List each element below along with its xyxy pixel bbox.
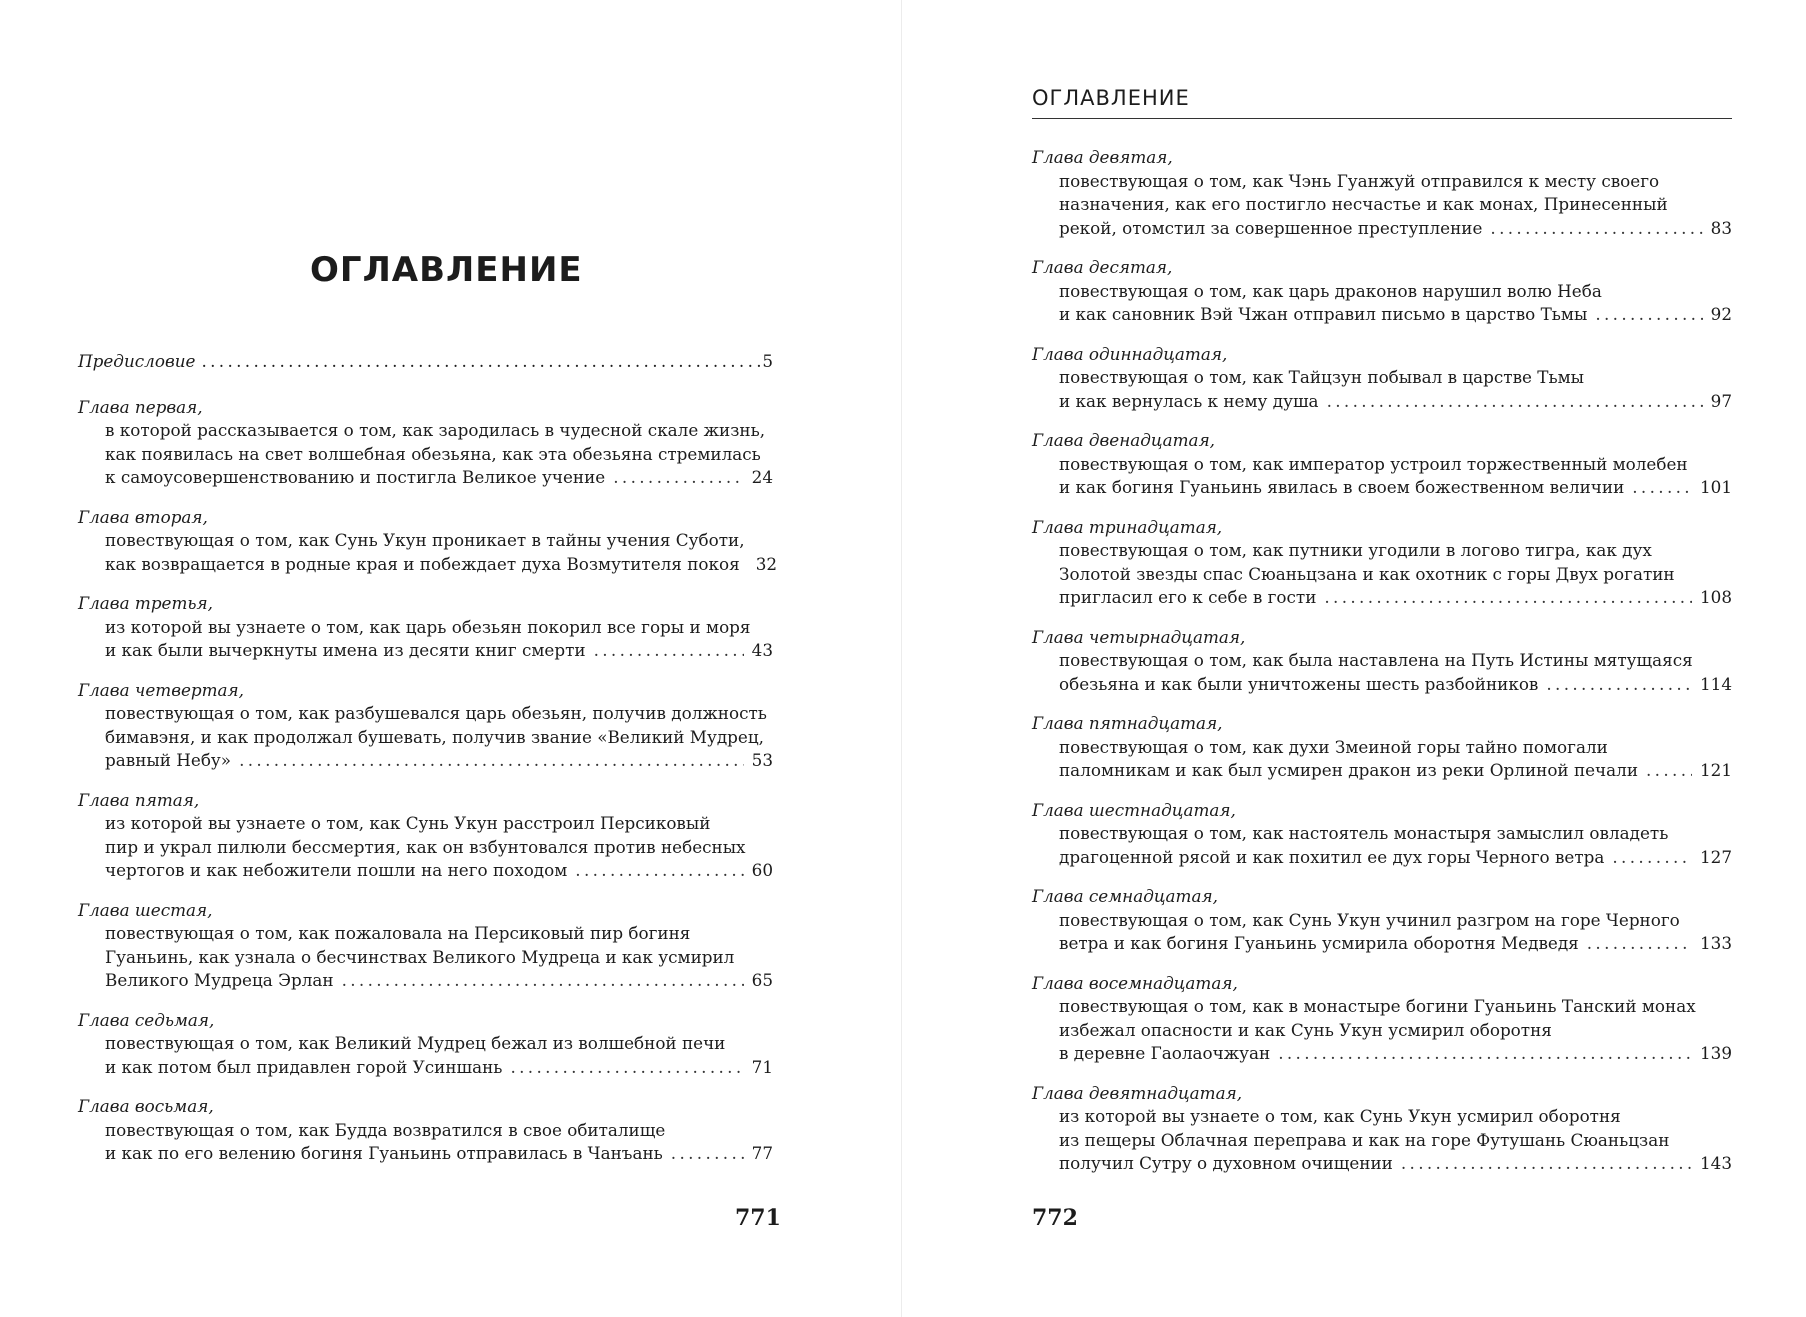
- chapter-last-line: [1032, 476, 1732, 500]
- page-number: 53: [751, 750, 773, 770]
- chapter-label: Глава первая,: [78, 396, 203, 417]
- dot-leader: [594, 639, 744, 663]
- page-number: 60: [751, 860, 773, 880]
- page-number: 77: [751, 1143, 773, 1163]
- folio: 771: [735, 1205, 781, 1231]
- left-page: [0, 0, 902, 1317]
- chapter-label: Глава третья,: [78, 593, 213, 613]
- dot-leader: [575, 859, 743, 883]
- toc-entry[interactable]: [78, 1095, 773, 1166]
- page-number: 97: [1710, 390, 1732, 411]
- page-number: 24: [751, 467, 773, 487]
- chapter-description-line: Великого Мудреца Эрлан: [105, 970, 334, 990]
- chapter-label: Глава седьмая,: [78, 1009, 215, 1030]
- chapter-description-line: повествующая о том, как разбушевался царь обезьян, получив должность: [105, 703, 767, 723]
- chapter-label: Глава девятнадцатая,: [1032, 1082, 1243, 1103]
- toc-entry[interactable]: [1032, 626, 1732, 697]
- chapter-description-line: в которой рассказывается о том, как зародилась в чудесной скале жизнь,: [105, 420, 766, 440]
- chapter-description-line: получил Сутру о духовном очищении: [1059, 1153, 1393, 1173]
- dot-leader: [1490, 217, 1702, 241]
- page-number: 114: [1699, 673, 1732, 694]
- chapter-description-line: пир и украл пилюли бессмертия, как он взбунтовался против небесных: [105, 836, 746, 857]
- chapter-description-line: из которой вы узнаете о том, как Сунь Укун расстроил Персиковый: [105, 813, 711, 833]
- chapter-last-line: [78, 466, 773, 490]
- dot-leader: [613, 466, 743, 490]
- chapter-description-line: чертогов и как небожители пошли на него походом: [105, 860, 568, 880]
- chapter-description-line: повествующая о том, как император устроил торжественный молебен: [1059, 453, 1688, 474]
- dot-leader: [671, 1142, 744, 1166]
- toc-entry[interactable]: [1032, 885, 1732, 956]
- chapter-description-line: повествующая о том, как Великий Мудрец бежал из волшебной печи: [105, 1033, 726, 1053]
- page-number: 101: [1699, 477, 1732, 497]
- page-number: 71: [751, 1056, 773, 1077]
- right-page: [902, 0, 1806, 1317]
- chapter-description-line: повествующая о том, как пожаловала на Персиковый пир богиня: [105, 923, 691, 943]
- running-head: [1032, 86, 1732, 119]
- dot-leader: [201, 350, 760, 374]
- toc-right: [1032, 146, 1732, 1192]
- toc-entry[interactable]: [1032, 799, 1732, 870]
- chapter-description-line: из которой вы узнаете о том, как Сунь Укун усмирил оборотня: [1059, 1106, 1621, 1126]
- chapter-description-line: повествующая о том, как Чэнь Гуанжуй отправился к месту своего: [1059, 170, 1660, 191]
- chapter-last-line: [78, 1142, 773, 1166]
- chapter-description-line: и как вернулась к нему душа: [1059, 390, 1319, 411]
- chapter-label: Глава четвертая,: [78, 679, 244, 700]
- chapter-description-line: как появилась на свет волшебная обезьяна, как эта обезьяна стремилась: [105, 443, 761, 464]
- toc-entry[interactable]: [1032, 146, 1732, 240]
- dot-leader: [239, 749, 744, 773]
- chapter-description-line: и как были вычеркнуты имена из десяти книг смерти: [105, 640, 586, 660]
- chapter-label: Глава шестнадцатая,: [1032, 799, 1236, 820]
- chapter-label: Глава восемнадцатая,: [1032, 972, 1238, 993]
- chapter-last-line: [1032, 1152, 1732, 1176]
- page-number: 143: [1699, 1153, 1732, 1173]
- preface-label: Предисловие: [78, 351, 196, 371]
- chapter-last-line: [1032, 846, 1732, 870]
- chapter-label: Глава двенадцатая,: [1032, 430, 1216, 450]
- chapter-description-line: и как по его велению богиня Гуаньинь отправилась в Чанъань: [105, 1143, 663, 1163]
- chapter-last-line: [1032, 759, 1732, 783]
- chapter-description-line: повествующая о том, как была наставлена на Путь Истины мятущаяся: [1059, 650, 1693, 670]
- chapter-description-line: ветра и как богиня Гуаньинь усмирила оборотня Медведя: [1059, 933, 1579, 953]
- dot-leader: [1595, 303, 1702, 327]
- chapter-description-line: Гуаньинь, как узнала о бесчинствах Великого Мудреца и как усмирил: [105, 946, 735, 967]
- page-number: 32: [755, 553, 778, 574]
- chapter-description-line: повествующая о том, как Будда возвратился в свое обиталище: [105, 1119, 666, 1140]
- chapter-description-line: равный Небу»: [105, 750, 232, 770]
- chapter-label: Глава одиннадцатая,: [1032, 343, 1228, 364]
- chapter-description-line: пригласил его к себе в гости: [1059, 587, 1317, 607]
- chapter-last-line: [78, 553, 778, 577]
- chapter-last-line: [1032, 673, 1732, 697]
- dot-leader: [1324, 586, 1692, 610]
- running-head-title: ОГЛАВЛЕНИЕ: [1032, 86, 1190, 110]
- page-number: 127: [1699, 846, 1732, 867]
- page-number: 108: [1699, 587, 1732, 607]
- chapter-last-line: [1032, 303, 1732, 327]
- toc-entry[interactable]: [78, 506, 778, 577]
- chapter-description-line: повествующая о том, как настоятель монастыря замыслил овладеть: [1059, 823, 1669, 843]
- chapter-label: Глава пятнадцатая,: [1032, 713, 1223, 733]
- chapter-description-line: повествующая о том, как духи Змеиной горы тайно помогали: [1059, 736, 1608, 757]
- toc-entry[interactable]: [1032, 343, 1732, 414]
- chapter-description-line: к самоусовершенствованию и постигла Великое учение: [105, 467, 606, 487]
- toc-entry[interactable]: [78, 679, 773, 773]
- chapter-description-line: избежал опасности и как Сунь Укун усмирил оборотня: [1059, 1019, 1552, 1040]
- chapter-description-line: бимавэня, и как продолжал бушевать, получив звание «Великий Мудрец,: [105, 726, 764, 747]
- chapter-last-line: [78, 859, 773, 883]
- dot-leader: [1612, 846, 1692, 870]
- chapter-description-line: повествующая о том, как Сунь Укун учинил разгром на горе Черного: [1059, 909, 1680, 930]
- chapter-description-line: драгоценной рясой и как похитил ее дух горы Черного ветра: [1059, 846, 1605, 867]
- chapter-description-line: назначения, как его постигло несчастье и как монах, Принесенный: [1059, 194, 1668, 214]
- chapter-last-line: [1032, 390, 1732, 414]
- chapter-description-line: повествующая о том, как Тайцзун побывал в царстве Тьмы: [1059, 367, 1585, 387]
- chapter-description-line: повествующая о том, как царь драконов нарушил волю Неба: [1059, 280, 1602, 301]
- dot-leader: [1632, 476, 1692, 500]
- dot-leader: [1401, 1152, 1692, 1176]
- toc-entry[interactable]: [1032, 1082, 1732, 1176]
- chapter-label: Глава восьмая,: [78, 1096, 214, 1116]
- chapter-last-line: [1032, 932, 1732, 956]
- page-number: 133: [1699, 933, 1732, 953]
- page-number: 92: [1710, 304, 1732, 324]
- dot-leader: [1587, 932, 1692, 956]
- chapter-description-line: в деревне Гаолаочжуан: [1059, 1043, 1271, 1063]
- toc-entry[interactable]: [1032, 429, 1732, 500]
- folio: 772: [1032, 1205, 1078, 1231]
- chapter-description-line: повествующая о том, как путники угодили в логово тигра, как дух: [1059, 540, 1652, 560]
- toc-left: [78, 350, 778, 1182]
- chapter-description-line: рекой, отомстил за совершенное преступление: [1059, 217, 1483, 238]
- chapter-description-line: Золотой звезды спас Сюаньцзана и как охотник с горы Двух рогатин: [1059, 563, 1675, 584]
- chapter-description-line: из которой вы узнаете о том, как царь обезьян покорил все горы и моря: [105, 616, 751, 637]
- toc-entry[interactable]: [1032, 972, 1732, 1066]
- chapter-last-line: [78, 969, 773, 993]
- chapter-label: Глава шестая,: [78, 899, 213, 920]
- toc-entry[interactable]: [1032, 516, 1732, 610]
- dot-leader: [342, 969, 744, 993]
- dot-leader: [1327, 390, 1703, 414]
- chapter-label: Глава девятая,: [1032, 147, 1173, 167]
- chapter-last-line: [1032, 586, 1732, 610]
- chapter-label: Глава четырнадцатая,: [1032, 626, 1246, 647]
- chapter-last-line: [78, 1056, 773, 1080]
- chapter-label: Глава вторая,: [78, 506, 208, 527]
- toc-entry[interactable]: [78, 592, 773, 663]
- dot-leader: [510, 1056, 743, 1080]
- page-number: 5: [762, 351, 773, 371]
- toc-entry[interactable]: [78, 789, 773, 883]
- dot-leader: [1278, 1042, 1692, 1066]
- chapter-last-line: [1032, 1042, 1732, 1066]
- chapter-description-line: повествующая о том, как Сунь Укун проникает в тайны учения Суботи,: [105, 530, 745, 550]
- chapter-description-line: повествующая о том, как в монастыре богини Гуаньинь Танский монах: [1059, 996, 1696, 1016]
- chapter-label: Глава пятая,: [78, 789, 200, 810]
- toc-entry-preface[interactable]: [78, 350, 773, 374]
- chapter-last-line: [1032, 217, 1732, 241]
- chapter-description-line: как возвращается в родные края и побеждает духа Возмутителя покоя: [105, 553, 740, 574]
- chapter-label: Глава тринадцатая,: [1032, 516, 1223, 537]
- chapter-description-line: из пещеры Облачная переправа и как на горе Футушань Сюаньцзан: [1059, 1129, 1670, 1150]
- chapter-description-line: и как богиня Гуаньинь явилась в своем божественном величии: [1059, 477, 1625, 497]
- chapter-description-line: паломникам и как был усмирен дракон из реки Орлиной печали: [1059, 760, 1639, 780]
- dot-leader: [1646, 759, 1692, 783]
- chapter-label: Глава семнадцатая,: [1032, 886, 1218, 906]
- chapter-label: Глава десятая,: [1032, 257, 1173, 277]
- chapter-description-line: и как потом был придавлен горой Усиншань: [105, 1056, 503, 1077]
- page-number: 121: [1699, 760, 1732, 780]
- toc-entry[interactable]: [78, 899, 773, 993]
- chapter-description-line: обезьяна и как были уничтожены шесть разбойников: [1059, 673, 1539, 694]
- chapter-last-line: [78, 639, 773, 663]
- toc-entry[interactable]: [78, 1009, 773, 1080]
- toc-entry[interactable]: [1032, 256, 1732, 327]
- page-number: 139: [1699, 1043, 1732, 1063]
- chapter-last-line: [78, 749, 773, 773]
- dot-leader: [1546, 673, 1692, 697]
- page-number: 83: [1710, 217, 1732, 238]
- chapter-description-line: и как сановник Вэй Чжан отправил письмо в царство Тьмы: [1059, 304, 1588, 324]
- page-number: 43: [751, 640, 773, 660]
- toc-entry[interactable]: [1032, 712, 1732, 783]
- page-number: 65: [751, 970, 773, 990]
- toc-entry[interactable]: [78, 396, 773, 490]
- page-title: ОГЛАВЛЕНИЕ: [310, 250, 583, 290]
